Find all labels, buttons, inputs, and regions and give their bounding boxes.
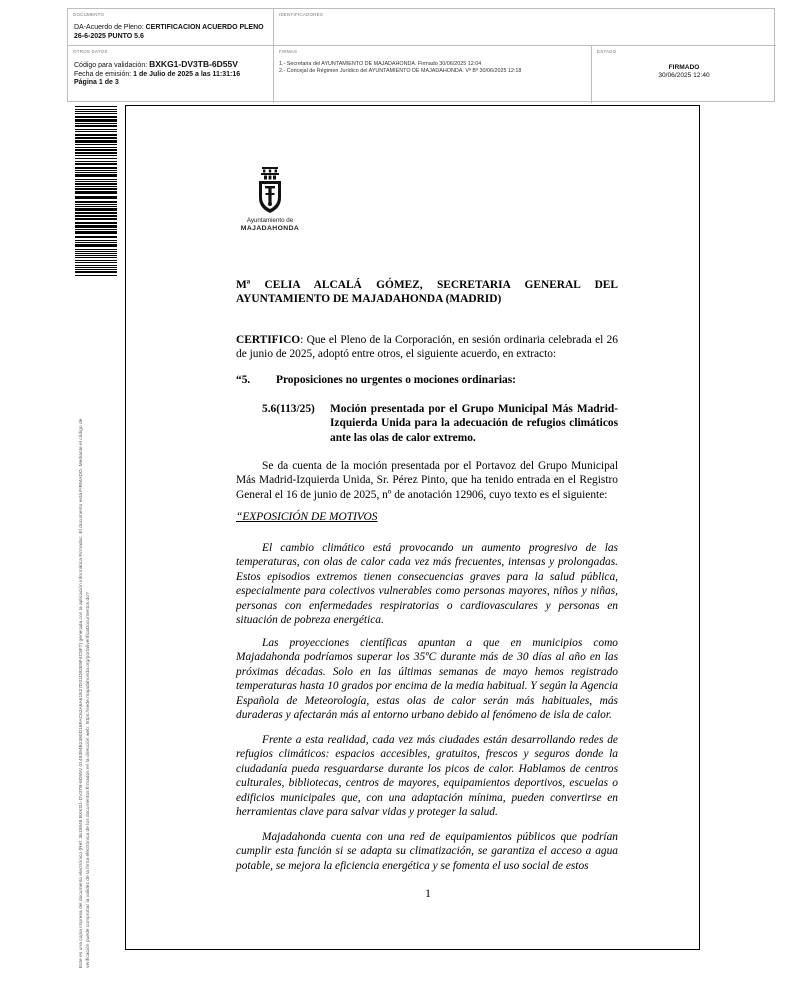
barcode-bar (75, 109, 117, 110)
barcode-bar (75, 152, 117, 154)
barcode-bar (75, 137, 117, 139)
barcode-bar (75, 111, 117, 112)
page-count: Página 1 de 3 (74, 79, 119, 87)
barcode-bar (75, 188, 117, 190)
logo-line-2: MAJADAHONDA (240, 225, 300, 232)
barcode-bar (75, 229, 117, 230)
barcode-bar (75, 134, 117, 136)
barcode-bar (75, 106, 117, 107)
barcode-bar (75, 181, 117, 182)
document-name (74, 23, 270, 41)
certifico-text: : Que el Pleno de la Corporación, en sesión ordinaria celebrada el 26 de junio de 2025, adoptó entre otros, el siguiente acuerdo, en extracto: (236, 334, 618, 361)
barcode (75, 106, 117, 276)
verification-line-1: Este es una copia impresa del documento electrónico (Ref: 3615948 BXKG1-DV3TB-6D55V 0149394B2380D18FAC62A6A61E27D01D92E9F4C5F7) generada con la aplicación informática Firmadoc. El documento está FIRMADO. Mediante el código de (79, 418, 84, 968)
barcode-bar (75, 119, 117, 122)
estado-cell (592, 46, 776, 103)
barcode-bar (75, 260, 117, 261)
validation-code-line (74, 60, 240, 71)
barcode-bar (75, 271, 117, 273)
verification-line-2: verificación puede comprobar la validez de la firma electrónica de los documentos firmados en la dirección web: https://sede.majadahonda.org/portal/verificaDocumentos.do? (85, 592, 91, 968)
barcode-bar (75, 222, 117, 224)
barcode-bar (75, 231, 117, 234)
barcode-bar (75, 174, 117, 177)
barcode-bar (75, 212, 117, 214)
barcode-bar (75, 206, 117, 207)
motion-number: 5.6(113/25) (262, 403, 315, 415)
document-title: CERTIFICACION ACUERDO PLENO 26-6-2025 PUNTO 5.6 (74, 24, 264, 40)
barcode-bar (75, 204, 117, 205)
page-number: 1 (425, 886, 431, 900)
motivos-paragraph-4: Majadahonda cuenta con una red de equipamientos públicos que podrían cumplir esta función si se adapta su climatización, se garantiza el acceso a agua potable, se mejora la eficiencia energética y se fomenta el uso social de estos (236, 831, 618, 872)
barcode-bar (75, 186, 117, 187)
barcode-bar (75, 255, 117, 256)
document-metadata-header (67, 8, 775, 102)
barcode-bar (75, 116, 117, 118)
page-frame (125, 105, 700, 950)
identificadores-label: IDENTIFICADORES (279, 12, 324, 17)
barcode-bar (75, 225, 117, 228)
barcode-bar (75, 267, 117, 268)
barcode-bar (75, 275, 117, 276)
coat-of-arms-icon (256, 166, 284, 214)
barcode-bar (75, 149, 117, 151)
barcode-bar (75, 251, 117, 252)
barcode-bar (75, 262, 117, 263)
validation-code: BXKG1-DV3TB-6D55V (149, 59, 238, 69)
ayuntamiento-logo (232, 166, 308, 238)
agenda-point-number: “5. (236, 374, 251, 386)
exposicion-heading: “EXPOSICIÓN DE MOTIVOS (236, 511, 378, 523)
document-type: DA-Acuerdo de Pleno: (74, 24, 144, 31)
barcode-bar (75, 253, 117, 254)
emission-date-label: Fecha de emisión: (74, 70, 132, 78)
motivos-paragraph-2: Las proyecciones científicas apuntan a que en municipios como Majadahonda podríamos superar los 35ºC durante más de 30 días al año en las próximas décadas. Solo en las últimas semanas de mayo hemos registrado temperaturas hasta 10 grados por encima de la media habitual. Y según la Agencia Española de Meteorología, estas olas de calor serán más habituales, más duraderas y afectarán más al entorno urbano debido al fenómeno de isla de calor. (236, 637, 618, 722)
barcode-bar (75, 170, 117, 171)
barcode-bar (75, 218, 117, 220)
barcode-bar (75, 155, 117, 156)
firmas-cell (274, 46, 592, 103)
verification-side-text (79, 308, 92, 968)
emission-date-line (74, 71, 240, 80)
barcode-bar (75, 236, 117, 238)
barcode-bar (75, 196, 117, 199)
barcode-bar (75, 123, 117, 124)
barcode-bar (75, 161, 117, 162)
documento-label: DOCUMENTO (73, 12, 105, 17)
barcode-bar (75, 244, 117, 247)
otros-datos-cell (68, 46, 274, 103)
signature-2: 2.- Concejal de Régimen Jurídico del AYUNTAMIENTO DE MAJADAHONDA. Vº Bº 30/06/2025 12:18 (279, 68, 522, 74)
barcode-bar (75, 158, 117, 159)
status-badge: FIRMADO (668, 64, 700, 71)
barcode-bar (75, 140, 117, 143)
documento-cell (68, 9, 274, 46)
document-heading: Mª CELIA ALCALÁ GÓMEZ, SECRETARIA GENERAL DEL AYUNTAMIENTO DE MAJADAHONDA (MADRID) (236, 279, 618, 306)
barcode-bar (75, 269, 117, 270)
emission-date: 1 de Julio de 2025 a las 11:31:16 (133, 70, 241, 78)
signature-1: 1.- Secretaria del AYUNTAMIENTO DE MAJADAHONDA. Firmado 30/06/2025 12:04 (279, 61, 482, 67)
certifico-paragraph (236, 333, 618, 362)
intro-paragraph: Se da cuenta de la moción presentada por el Portavoz del Grupo Municipal Más Madrid-Izquierda Unida, Sr. Pérez Pinto, que ha tenido entrada en el Registro General el 16 de junio de 2025, nº de anotación 12906, cuyo texto es el siguiente: (236, 460, 618, 501)
barcode-bar (75, 201, 117, 203)
barcode-bar (75, 265, 117, 266)
barcode-bar (75, 179, 117, 180)
barcode-bar (75, 240, 117, 241)
otros-datos-label: OTROS DATOS (73, 49, 108, 54)
barcode-bar (75, 147, 117, 148)
motion-title: Moción presentada por el Grupo Municipal Más Madrid-Izquierda Unida para la adecuación de refugios climáticos ante las olas de calor extremo. (330, 403, 618, 444)
motivos-paragraph-3: Frente a esta realidad, cada vez más ciudades están desarrollando redes de refugios climáticos: espacios accesibles, gratuitos, frescos y seguros donde la ciudadanía pueda resguardarse durante los picos de calor. Hablamos de centros culturales, bibliotecas, centros de mayores, equipamientos deportivos, escuelas o edificios municipales que, con una adaptación mínima, pueden convertirse en herramientas clave para salvar vidas y proteger la salud. (236, 734, 618, 819)
barcode-bar (75, 129, 117, 130)
identificadores-cell (274, 9, 776, 46)
barcode-bar (75, 183, 117, 185)
agenda-point-title: Proposiciones no urgentes o mociones ordinarias: (276, 374, 516, 386)
firmas-label: FIRMAS (279, 49, 298, 54)
barcode-bar (75, 208, 117, 211)
barcode-bar (75, 242, 117, 243)
barcode-bar (75, 113, 117, 114)
status-date: 30/06/2025 12:40 (658, 72, 710, 79)
barcode-bar (75, 167, 117, 169)
barcode-bar (75, 249, 117, 250)
barcode-bar (75, 144, 117, 145)
barcode-bar (75, 125, 117, 127)
barcode-bar (75, 131, 117, 132)
barcode-bar (75, 215, 117, 217)
logo-line-1: Ayuntamiento de (246, 217, 294, 224)
barcode-bar (75, 163, 117, 165)
barcode-bar (75, 257, 117, 258)
motivos-paragraph-1: El cambio climático está provocando un aumento progresivo de las temperaturas, con olas de calor cada vez más frecuentes, intensas y prolongadas. Estos episodios extremos tienen consecuencias graves para la salud pública, especialmente para colectivos vulnerables como personas mayores, niños y niñas, personas con enfermedades respiratorias o cardiovasculares y personas en situación de pobreza energética. (236, 542, 618, 627)
barcode-bar (75, 172, 117, 173)
agenda-point (236, 374, 516, 386)
estado-label: ESTADO (597, 49, 617, 54)
certifico-label: CERTIFICO (236, 334, 301, 346)
validation-code-label: Código para validación: (74, 62, 148, 69)
barcode-bar (75, 191, 117, 194)
